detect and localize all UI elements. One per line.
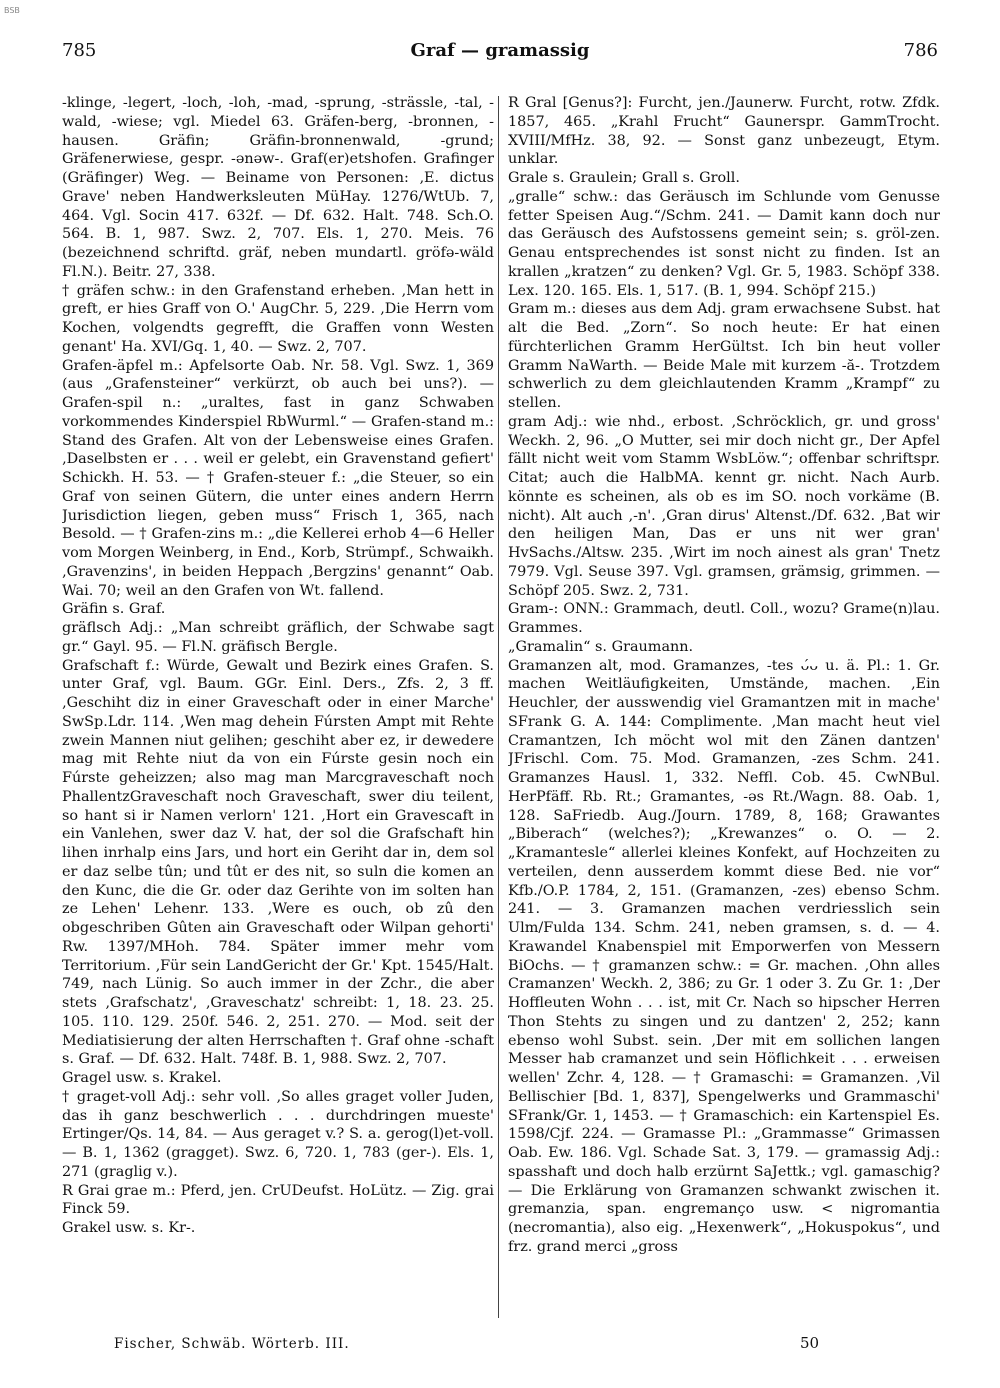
entry-paragraph: Grafschaft f.: Würde, Gewalt und Bezirk eines Grafen. S. unter Graf, vgl. Baum. GGr. Einl. Ders., Zfs. 2, 3 ff. ‚Geschiht diz in einer Graveschaft oder in einer Marche' SwSp.Ldr. 114. ‚Wen mag dehein Fúrsten Ampt mit Rehte zwein Mannen niut gelihen; geschiht aber ez, ir dewedere mag mit Rehte niut da von ein Fúrste gesin noch ein Fúrste geheizzen; also mag man Marcgraveschaft noch PhallentzGraveschaft noch Graveschaft, swer diu teilent, so hant si ir Namen verlorn' 121. ‚Hort ein Gravescaft in ein Vanlehen, swer daz V. hat, der sol die Grafschaft hin lihen inrhalp eins Jars, und hort ein Geriht dar in, dem sol er daz selbe tûn; und tût er des nit, so suln die komen an den Kunc, die die Gr. oder daz Gerihte von im solten han ze Lehen' Lehenr. 133. ‚Were es ouch, ob zû den obgeschriben Gûten ain Graveschaft oder Wilpan gehorti' Rw. 1397/MHoh. 784. Später immer mehr vom Territorium. ‚Für sein LandGericht der Gr.' Kpt. 1545/Halt. 749, nach Lünig. So auch immer in der Zchr., die aber stets ‚Grafschatz', ‚Graveschatz' schreibt: 1, 18. 23. 25. 105. 110. 129. 250f. 546. 2, 251. 270. — Mod. seit der Mediatisierung der alten Herrschaften †. Graf ohne -schaft s. Graf. — Df. 632. Halt. 748f. B. 1, 988. Swz. 2, 707. [62, 657, 494, 1068]
entry-paragraph: Grale s. Graulein; Grall s. Groll. [508, 170, 740, 186]
entry-paragraph: R Grai grae m.: Pferd, jen. CrUDeufst. HoLütz. — Zig. grai Finck 59. [62, 1182, 494, 1218]
entry-paragraph: Gräfin s. Graf. [62, 601, 166, 618]
entry-paragraph: Gragel usw. s. Krakel. [62, 1070, 222, 1086]
entry-paragraph: gräflsch Adj.: „Man schreibt gräflich, der Schwabe sagt gr.“ Gayl. 95. — Fl.N. gräfisch Bergle. [62, 620, 494, 655]
library-stamp: BSB [4, 6, 20, 15]
right-column [508, 94, 940, 1318]
entry-paragraph: gram Adj.: wie nhd., erbost. ‚Schröcklich, gr. und gross' Weckh. 2, 96. „O Mutter, sei mir doch nicht gr., Der Apfel fällt nicht weit vom Stamm WsbLöw.“; offenbar schriftspr. Citat; auch die HalbMA. kennt gr. nicht. Nach Aurb. könnte es scheinen, als ob es im SO. noch vorkäme (B. nicht). Alt auch ‚-n'. ‚Gran dirus' Altenst./Df. 632. ‚Bat wir den heiligen Man, Das er uns nit wer gran' HvSachs./Altsw. 235. ‚Wirt im noch ainest als gran' Tnetz 7979. Vgl. Seuse 397. Vgl. gramsen, grämsig, grimmen. — Schöpf 205. Swz. 2, 731. [508, 413, 940, 599]
page-number-right: 786 [903, 40, 938, 61]
entry-paragraph: Gram-: ONN.: Grammach, deutl. Coll., wozu? Grame(n)lau. Grammes. [508, 601, 940, 636]
entry-paragraph: Gramanzen alt, mod. Gramanzes, -tes ᴗ́ᴗ u. ä. Pl.: 1. Gr. machen Weitläufigkeiten, Umstände, machen. ‚Ein Heuchler, der ausswendig viel Gramantzen mit in mache' SFrank G. A. 144: Complimente. ‚Man macht heut viel Cramantzen, Ich möcht wol mit den Zänen dantzen' JFrischl. Com. 75. Mod. Gramanzen, -zes Schm. 241. Gramanzes Hausl. 1, 332. Neffl. Cob. 45. CwNBul. HerPfäff. Rb. Rt.; Gramantes, -əs Rt./Wagn. 88. Oab. 1, 128. SaFriedb. Aug./Journ. 1789, 8, 168; Grawantes „Biberach“ (welches?); „Krewanzes“ o. O. — 2. „Kramantesle“ allerlei kleines Konfekt, auf Hochzeiten zu verteilen, denn ausserdem kommt diese Bed. nie vor“ Kfb./O.P. 1784, 2, 151. (Gramanzen, -zes) ebenso Schm. 241. — 3. Gramanzen machen verdriesslich sein Ulm/Fulda 134. Schm. 241, neben gramsen, s. d. — 4. Krawandel Knabenspiel mit Emporwerfen von Messern BiOchs. — † gramanzen schw.: = Gr. machen. ‚Ohn alles Cramanzen' Weckh. 2, 386; zu Gr. 1 oder 3. Zu Gr. 1: ‚Der Hoffleuten Wohn . . . ist, mit Cr. Nach so hipscher Herren Thon Stehts zu singen und zu dantzen' 2, 252; kann ebenso wohl Subst. sein. ‚Der mit em sollichen langen Messer hab cramanzet und sein Höflichkeit . . . erweisen wellen' Zchr. 4, 128. — † Gramaschi: = Gramanzen. ‚Vil Bellischier [Bd. 1, 837], Spengelwerks und Grammaschi' SFrank/Gr. 1, 1453. — † Gramaschich: ein Kartenspiel Es. 1598/Cjf. 224. — Gramasse Pl.: „Grammasse“ Grimassen Oab. Ew. 186. Vgl. Schade Sat. 3, 179. — gramassig Adj.: spasshaft und doch halb erzürnt SaJettk.; vgl. gamaschig? — Die Erklärung von Gramanzen schwankt zwischen it. gremanzia, span. engremanço usw. < nigromantia (necromantia), also eig. „Hexenwerk“, „Hokuspokus“, und frz. grand merci „gross [508, 657, 940, 1255]
entry-paragraph: Grakel usw. s. Kr-. [62, 1220, 196, 1236]
entry-paragraph: -klinge, -legert, -loch, -loh, -mad, -sprung, -strässle, -tal, -wald, -wiese; vgl. Miedel 63. Gräfen-berg, -bronnen, -hausen. Gräfin; Gräfin-bronnenwald, -grund; Gräfenerwiese, gespr. -ənəw-. Graf(er)etshofen. Grafinger (Gräfinger) Weg. — Beiname von Personen: ‚E. dictus Grave' neben Handwerksleuten MüHay. 1276/WtUb. 7, 464. Vgl. Socin 417. 632f. — Df. 632. Halt. 748. Sch.O. 564. B. 1, 987. Swz. 2, 707. Els. 1, 270. Meis. 76 (bezeichnend schriftd. gräf, neben mundartl. gröfə-wäld Fl.N.). Beitr. 27, 338. [62, 95, 494, 280]
signature-line: Fischer, Schwäb. Wörterb. III. [114, 1336, 350, 1352]
entry-paragraph: „gralle“ schw.: das Geräusch im Schlunde vom Genusse fetter Speisen Aug.“/Schm. 241. — Damit kann doch nur das Geräusch des Aufstossens gemeint sein; s. gröl-zen. Genau entsprechendes ist sonst nicht zu finden. Ist an krallen „kratzen“ zu denken? Vgl. Gr. 5, 1983. Schöpf 338. Lex. 120. 165. Els. 1, 517. (B. 1, 994. Schöpf 215.) [508, 188, 940, 299]
entry-paragraph: † graget-voll Adj.: sehr voll. ‚So alles graget voller Juden, das ih ganz beschwerlich . . . durchdringen mueste' Ertinger/Qs. 14, 84. — Aus geraget v.? S. a. gerog(l)et-voll. — B. 1, 1362 (gragget). Swz. 6, 720. 1, 783 (ger-). Els. 1, 271 (graglig v.). [62, 1088, 494, 1180]
page-number-left: 785 [62, 40, 97, 61]
page-footer [62, 1336, 938, 1358]
entry-paragraph: R Gral [Genus?]: Furcht, jen./Jaunerw. Furcht, rotw. Zfdk. 1857, 465. „Krahl Frucht“ Gaunerspr. GammTrocht. XVIII/MfHz. 38, 92. — Sonst ganz unbezeugt, Etym. unklar. [508, 95, 940, 168]
left-column [62, 94, 494, 1318]
sheet-number: 50 [800, 1334, 820, 1352]
entry-paragraph: Grafen-äpfel m.: Apfelsorte Oab. Nr. 58. Vgl. Swz. 1, 369 (aus „Grafensteiner“ verkürzt, ob auch bei uns?). — Grafen-spil n.: „uraltes, fast in ganz Schwaben vorkommendes Kinderspiel RbWurml.“ — Grafen-stand m.: Stand des Grafen. Alt von der Lebensweise eines Grafen. ‚Daselbsten er . . . weil er gelebt, ein Gravenstand gefiert' Schickh. H. 53. — † Grafen-steuer f.: „die Steuer, so ein Graf von seinen Gütern, die unter eines andern Herrn Jurisdiction liegen, geben muss“ Frisch 1, 365, nach Besold. — † Grafen-zins m.: „die Kellerei erhob 4—6 Heller vom Morgen Weinberg, in End., Korb, Strümpf., Schwaikh. ‚Gravenzins', in beiden Heppach ‚Bergzins' genannt“ Oab. Wai. 70; weil an den Grafen von Wt. fallend. [62, 357, 494, 599]
entry-paragraph: † gräfen schw.: in den Grafenstand erheben. ‚Man hett in greft, er hies Graff von O.' AugChr. 5, 229. ‚Die Herrn vom Kochen, volgendts gegrefft, die Graffen vonn Westen genant' Ha. XVI/Gq. 1, 40. — Swz. 2, 707. [62, 282, 494, 355]
entry-paragraph: „Gramalin“ s. Graumann. [508, 638, 694, 655]
running-headword: Graf — gramassig [410, 40, 590, 61]
column-divider [498, 96, 499, 1318]
page-header [62, 40, 938, 70]
entry-paragraph: Gram m.: dieses aus dem Adj. gram erwachsene Subst. hat alt die Bed. „Zorn“. So noch heute: Er hat einen fürchterlichen Gramm HerGültst. Ich bin heut voller Gramm NaWarth. — Beide Male mit kurzem -ă-. Trotzdem schwerlich zu dem gleichlautenden Kramm „Krampf“ zu stellen. [508, 301, 940, 411]
